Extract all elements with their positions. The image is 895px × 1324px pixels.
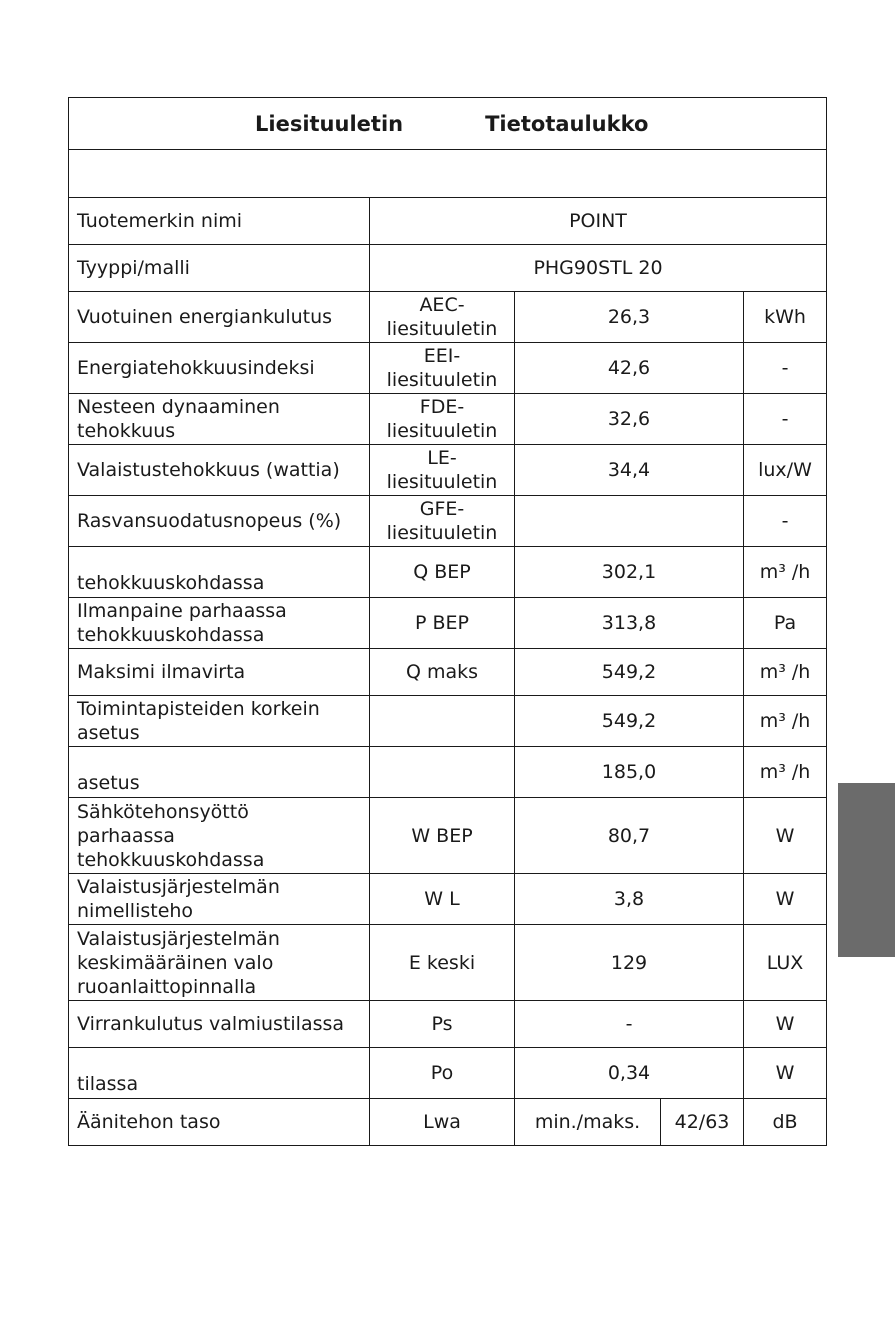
blank-row xyxy=(69,150,827,198)
row-unit: W xyxy=(744,798,827,874)
table-row xyxy=(69,445,827,496)
table-row xyxy=(69,394,827,445)
row-symbol: LE- liesituuletin xyxy=(370,445,515,496)
row-label: Rasvansuodatusnopeus (%) xyxy=(69,496,370,547)
table-row xyxy=(69,925,827,1001)
row-unit: - xyxy=(744,496,827,547)
row-label: Tyyppi/malli xyxy=(69,245,370,292)
table-row xyxy=(69,343,827,394)
row-label-cell xyxy=(69,1048,370,1099)
row-value: 42/63 xyxy=(661,1099,744,1146)
row-symbol: FDE- liesituuletin xyxy=(370,394,515,445)
row-value: 185,0 xyxy=(515,747,744,798)
row-unit: m³ /h xyxy=(744,649,827,696)
row-unit: LUX xyxy=(744,925,827,1001)
blank-cell xyxy=(69,150,827,198)
row-symbol: Q BEP xyxy=(370,547,515,598)
row-symbol: Ps xyxy=(370,1001,515,1048)
row-label: asetus xyxy=(77,772,140,794)
row-label: Valaistusjärjestelmän keskimääräinen valo ruoanlaittopinnalla xyxy=(69,925,370,1001)
title-cell xyxy=(69,98,827,150)
row-label-cell xyxy=(69,747,370,798)
row-merged-value: POINT xyxy=(370,198,827,245)
side-tab xyxy=(838,783,895,957)
table-row xyxy=(69,747,827,798)
row-label: Vuotuinen energiankulutus xyxy=(69,292,370,343)
table-row xyxy=(69,1001,827,1048)
row-label: Virrankulutus valmiustilassa xyxy=(69,1001,370,1048)
row-value: 549,2 xyxy=(515,649,744,696)
row-label: tilassa xyxy=(77,1073,139,1095)
row-label: Toimintapisteiden korkein asetus xyxy=(69,696,370,747)
row-value: 80,7 xyxy=(515,798,744,874)
row-unit: - xyxy=(744,343,827,394)
row-label: Tuotemerkin nimi xyxy=(69,198,370,245)
row-label: tehokkuuskohdassa xyxy=(77,572,265,594)
table-row xyxy=(69,598,827,649)
table-row xyxy=(69,798,827,874)
row-value: 26,3 xyxy=(515,292,744,343)
title-row xyxy=(69,98,827,150)
row-label: Ilmanpaine parhaassa tehokkuuskohdassa xyxy=(69,598,370,649)
row-value: 0,34 xyxy=(515,1048,744,1099)
row-symbol: W BEP xyxy=(370,798,515,874)
row-value: 129 xyxy=(515,925,744,1001)
row-label: Äänitehon taso xyxy=(69,1099,370,1146)
row-label: Sähkötehonsyöttö parhaassa tehokkuuskohdassa xyxy=(69,798,370,874)
row-label-cell xyxy=(69,547,370,598)
table-row xyxy=(69,649,827,696)
row-unit: W xyxy=(744,1001,827,1048)
row-value xyxy=(515,496,744,547)
row-label: Valaistusjärjestelmän nimellisteho xyxy=(69,874,370,925)
row-label: Maksimi ilmavirta xyxy=(69,649,370,696)
row-symbol: EEI- liesituuletin xyxy=(370,343,515,394)
row-value: 313,8 xyxy=(515,598,744,649)
row-unit: W xyxy=(744,1048,827,1099)
title-right: Tietotaulukko xyxy=(485,111,649,136)
row-value: 3,8 xyxy=(515,874,744,925)
row-symbol: AEC- liesituuletin xyxy=(370,292,515,343)
row-value: 32,6 xyxy=(515,394,744,445)
row-unit: W xyxy=(744,874,827,925)
table-row xyxy=(69,1099,827,1146)
row-value: 42,6 xyxy=(515,343,744,394)
row-value: 34,4 xyxy=(515,445,744,496)
row-symbol: P BEP xyxy=(370,598,515,649)
row-merged-value: PHG90STL 20 xyxy=(370,245,827,292)
table-row xyxy=(69,696,827,747)
row-symbol: W L xyxy=(370,874,515,925)
row-label: Nesteen dynaaminen tehokkuus xyxy=(69,394,370,445)
row-symbol: Q maks xyxy=(370,649,515,696)
data-sheet-table xyxy=(68,97,827,1146)
row-label: Energiatehokkuusindeksi xyxy=(69,343,370,394)
row-symbol: E keski xyxy=(370,925,515,1001)
row-unit: m³ /h xyxy=(744,696,827,747)
row-value-label: min./maks. xyxy=(515,1099,661,1146)
row-unit: lux/W xyxy=(744,445,827,496)
row-unit: dB xyxy=(744,1099,827,1146)
table-row xyxy=(69,496,827,547)
table-row xyxy=(69,547,827,598)
table-row xyxy=(69,198,827,245)
table-row xyxy=(69,245,827,292)
row-symbol xyxy=(370,747,515,798)
row-symbol: GFE- liesituuletin xyxy=(370,496,515,547)
row-symbol xyxy=(370,696,515,747)
row-unit: m³ /h xyxy=(744,547,827,598)
row-label: Valaistustehokkuus (wattia) xyxy=(69,445,370,496)
table-row xyxy=(69,1048,827,1099)
row-unit: kWh xyxy=(744,292,827,343)
row-value: - xyxy=(515,1001,744,1048)
row-value: 549,2 xyxy=(515,696,744,747)
row-symbol: Po xyxy=(370,1048,515,1099)
title-left: Liesituuletin xyxy=(255,111,404,136)
table-row xyxy=(69,292,827,343)
table-row xyxy=(69,874,827,925)
row-symbol: Lwa xyxy=(370,1099,515,1146)
row-unit: Pa xyxy=(744,598,827,649)
row-unit: - xyxy=(744,394,827,445)
row-unit: m³ /h xyxy=(744,747,827,798)
row-value: 302,1 xyxy=(515,547,744,598)
